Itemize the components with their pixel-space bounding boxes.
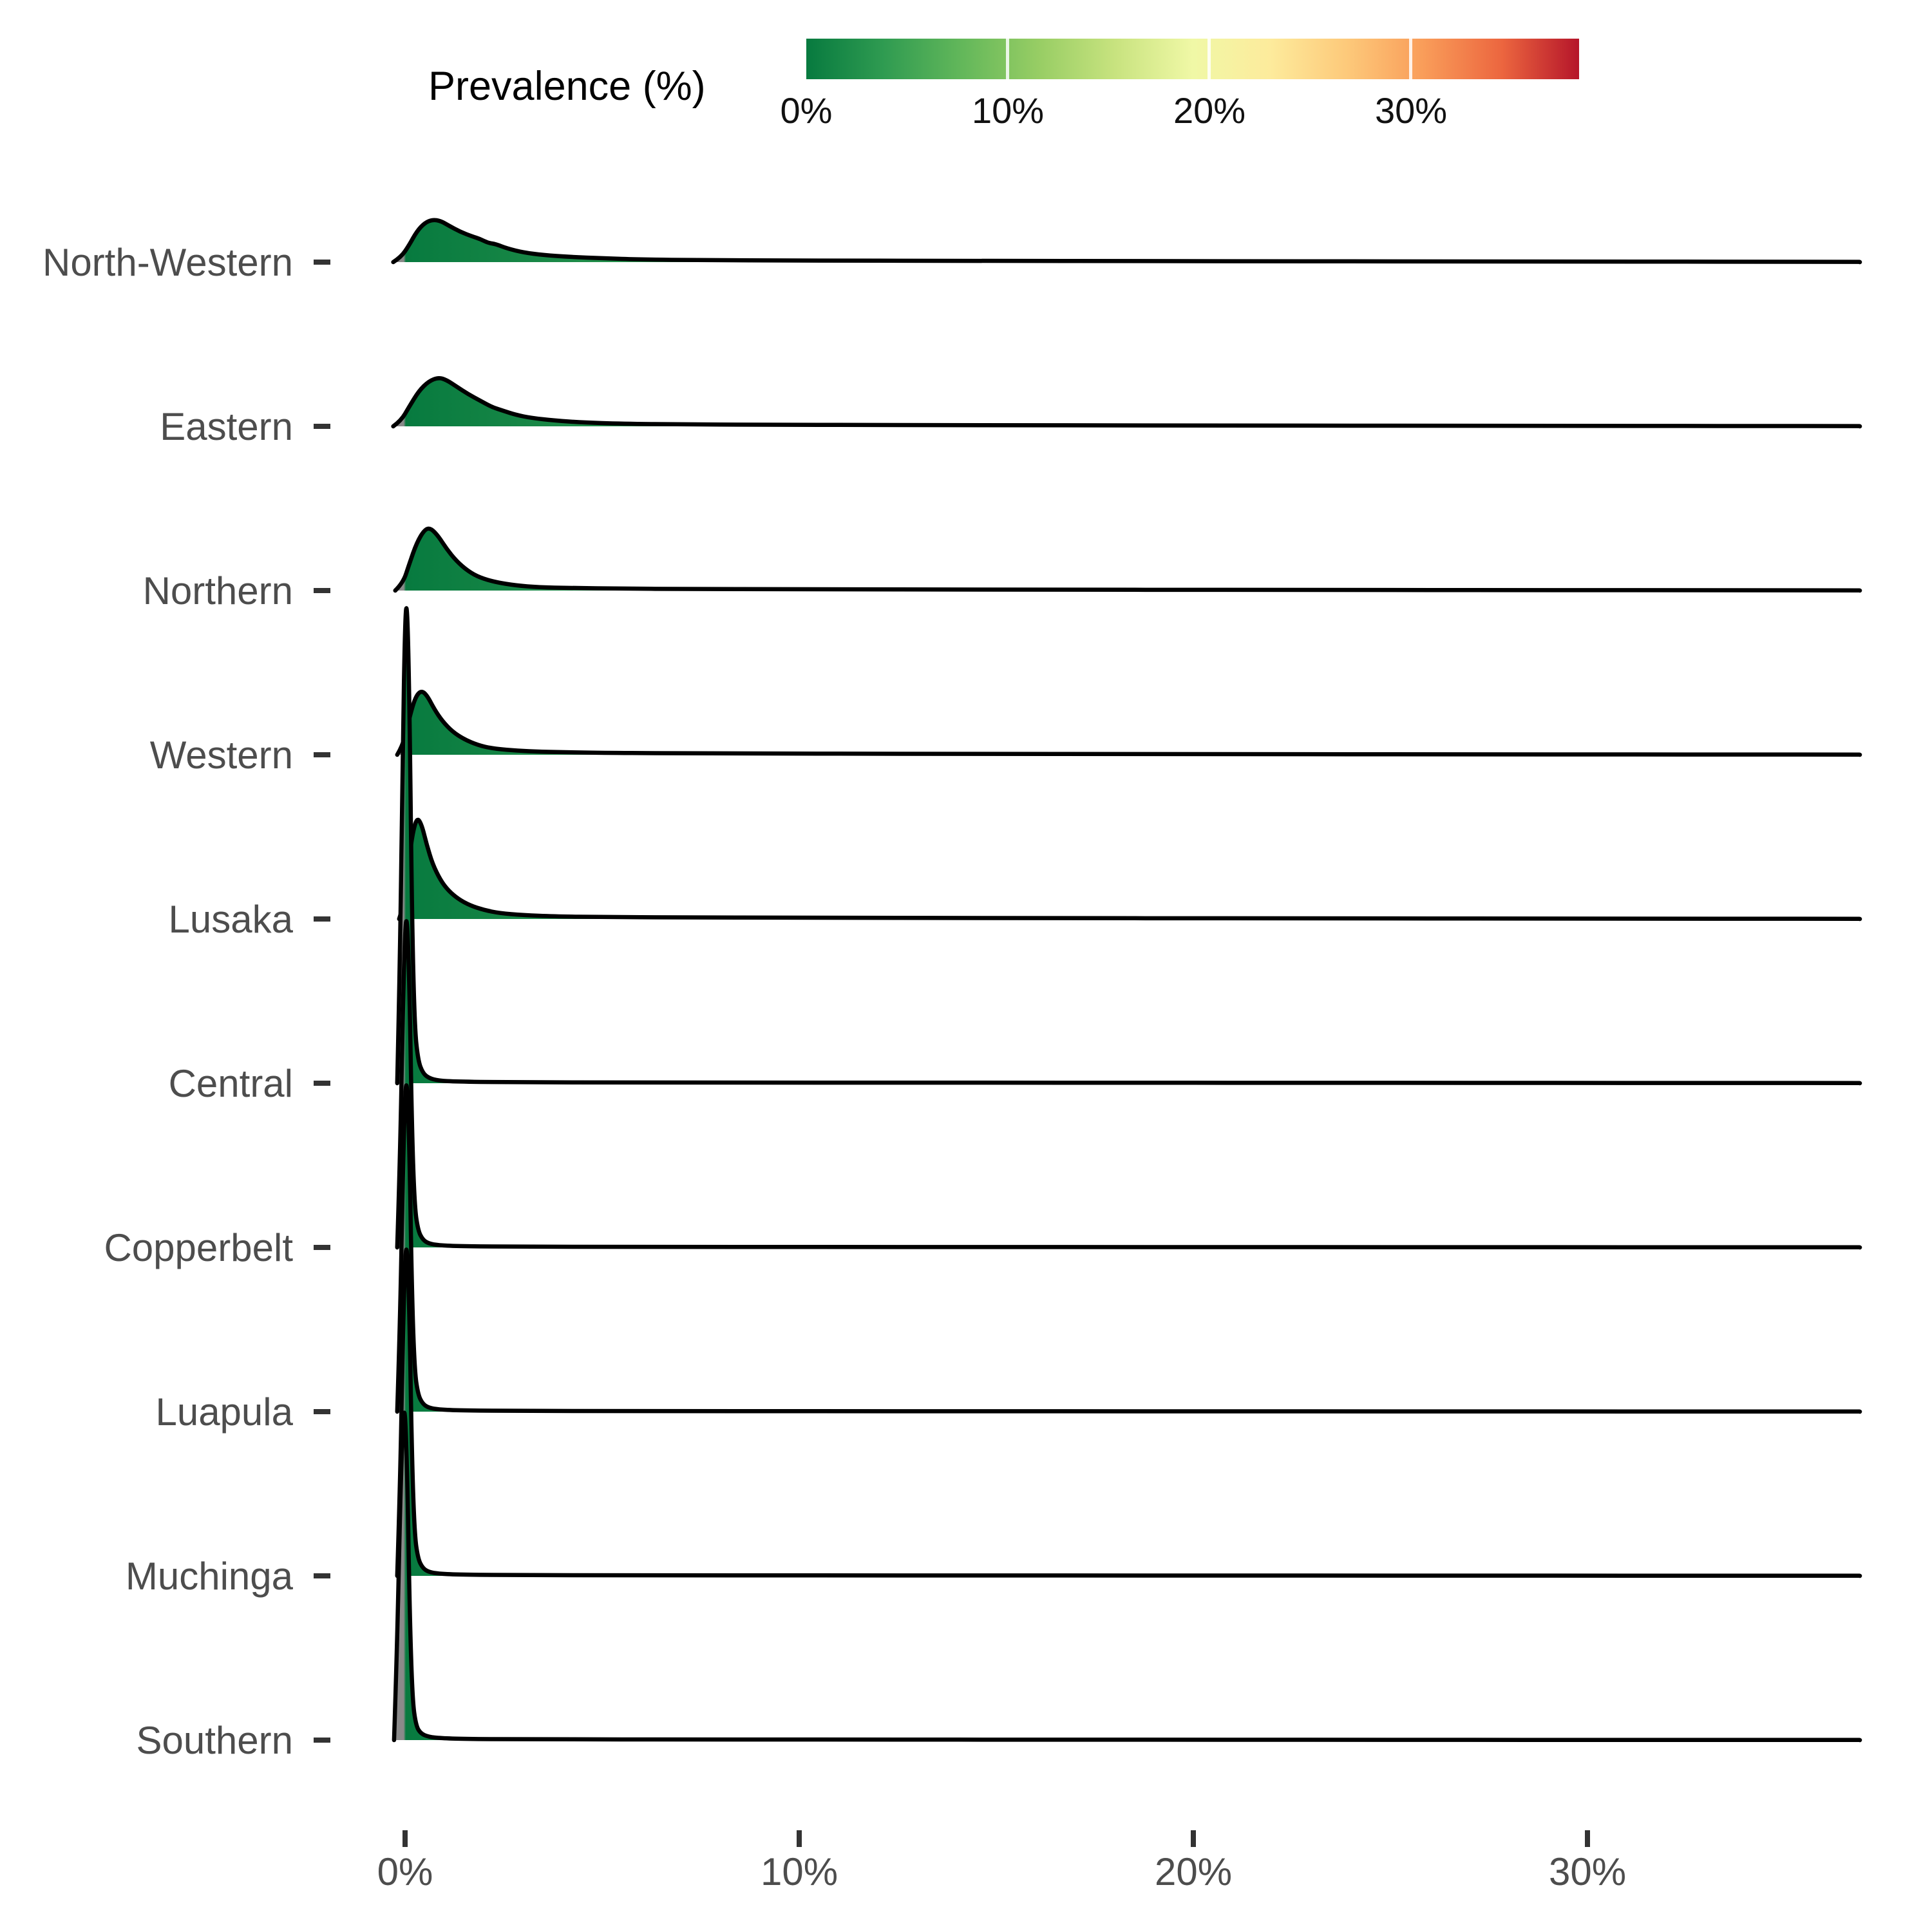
- x-axis-tick: [1191, 1830, 1196, 1847]
- y-axis-label-lusaka: Lusaka: [168, 898, 293, 941]
- y-axis-tick: [314, 1409, 330, 1414]
- density-fill-north-western: [393, 220, 1860, 262]
- legend-title: Prevalence (%): [428, 64, 706, 109]
- legend-colorbar-tick: [1006, 39, 1009, 79]
- y-axis-tick: [314, 752, 330, 757]
- x-axis-tick-label: 20%: [1154, 1850, 1233, 1893]
- x-axis-tick-label: 0%: [377, 1850, 433, 1893]
- y-axis-tick: [314, 1081, 330, 1086]
- legend-colorbar-gradient: [806, 39, 1579, 79]
- x-axis-tick-label: 10%: [760, 1850, 838, 1893]
- legend-colorbar-tick: [1208, 39, 1211, 79]
- y-axis-tick: [314, 424, 330, 429]
- y-axis-label-luapula: Luapula: [155, 1390, 293, 1434]
- density-outline-lusaka: [399, 820, 1860, 919]
- density-outline-northern: [395, 529, 1860, 591]
- legend-tick-label: 0%: [780, 90, 833, 131]
- density-fill-eastern: [393, 378, 1860, 426]
- y-axis-label-copperbelt: Copperbelt: [104, 1226, 293, 1269]
- legend-tick-label: 20%: [1173, 90, 1246, 131]
- density-outline-central: [397, 609, 1860, 1084]
- density-outline-western: [397, 692, 1860, 755]
- x-axis-tick: [402, 1830, 408, 1847]
- y-axis-label-southern: Southern: [136, 1719, 293, 1762]
- y-axis-tick: [314, 588, 330, 593]
- density-outline-eastern: [393, 378, 1860, 426]
- density-fill-northern: [395, 529, 1860, 591]
- y-axis-tick: [314, 260, 330, 265]
- y-axis-tick: [314, 1245, 330, 1250]
- y-axis-label-eastern: Eastern: [160, 405, 293, 448]
- y-axis-label-muchinga: Muchinga: [125, 1555, 293, 1598]
- density-fill-central: [397, 609, 1860, 1084]
- legend-colorbar-tick: [1409, 39, 1412, 79]
- legend-tick-label: 10%: [971, 90, 1045, 131]
- y-axis-tick: [314, 1738, 330, 1743]
- x-axis-tick: [1585, 1830, 1590, 1847]
- y-axis-label-central: Central: [168, 1062, 293, 1105]
- density-fill-lusaka: [399, 820, 1860, 919]
- legend-tick-label: 30%: [1374, 90, 1448, 131]
- density-outline-north-western: [393, 220, 1860, 262]
- x-axis-tick: [797, 1830, 802, 1847]
- y-axis-label-northern: Northern: [142, 569, 293, 612]
- y-axis-label-north-western: North-Western: [42, 241, 293, 284]
- density-fill-western: [397, 692, 1860, 755]
- y-axis-label-western: Western: [149, 734, 293, 777]
- x-axis-tick-label: 30%: [1548, 1850, 1627, 1893]
- y-axis-tick: [314, 1573, 330, 1578]
- y-axis-tick: [314, 916, 330, 922]
